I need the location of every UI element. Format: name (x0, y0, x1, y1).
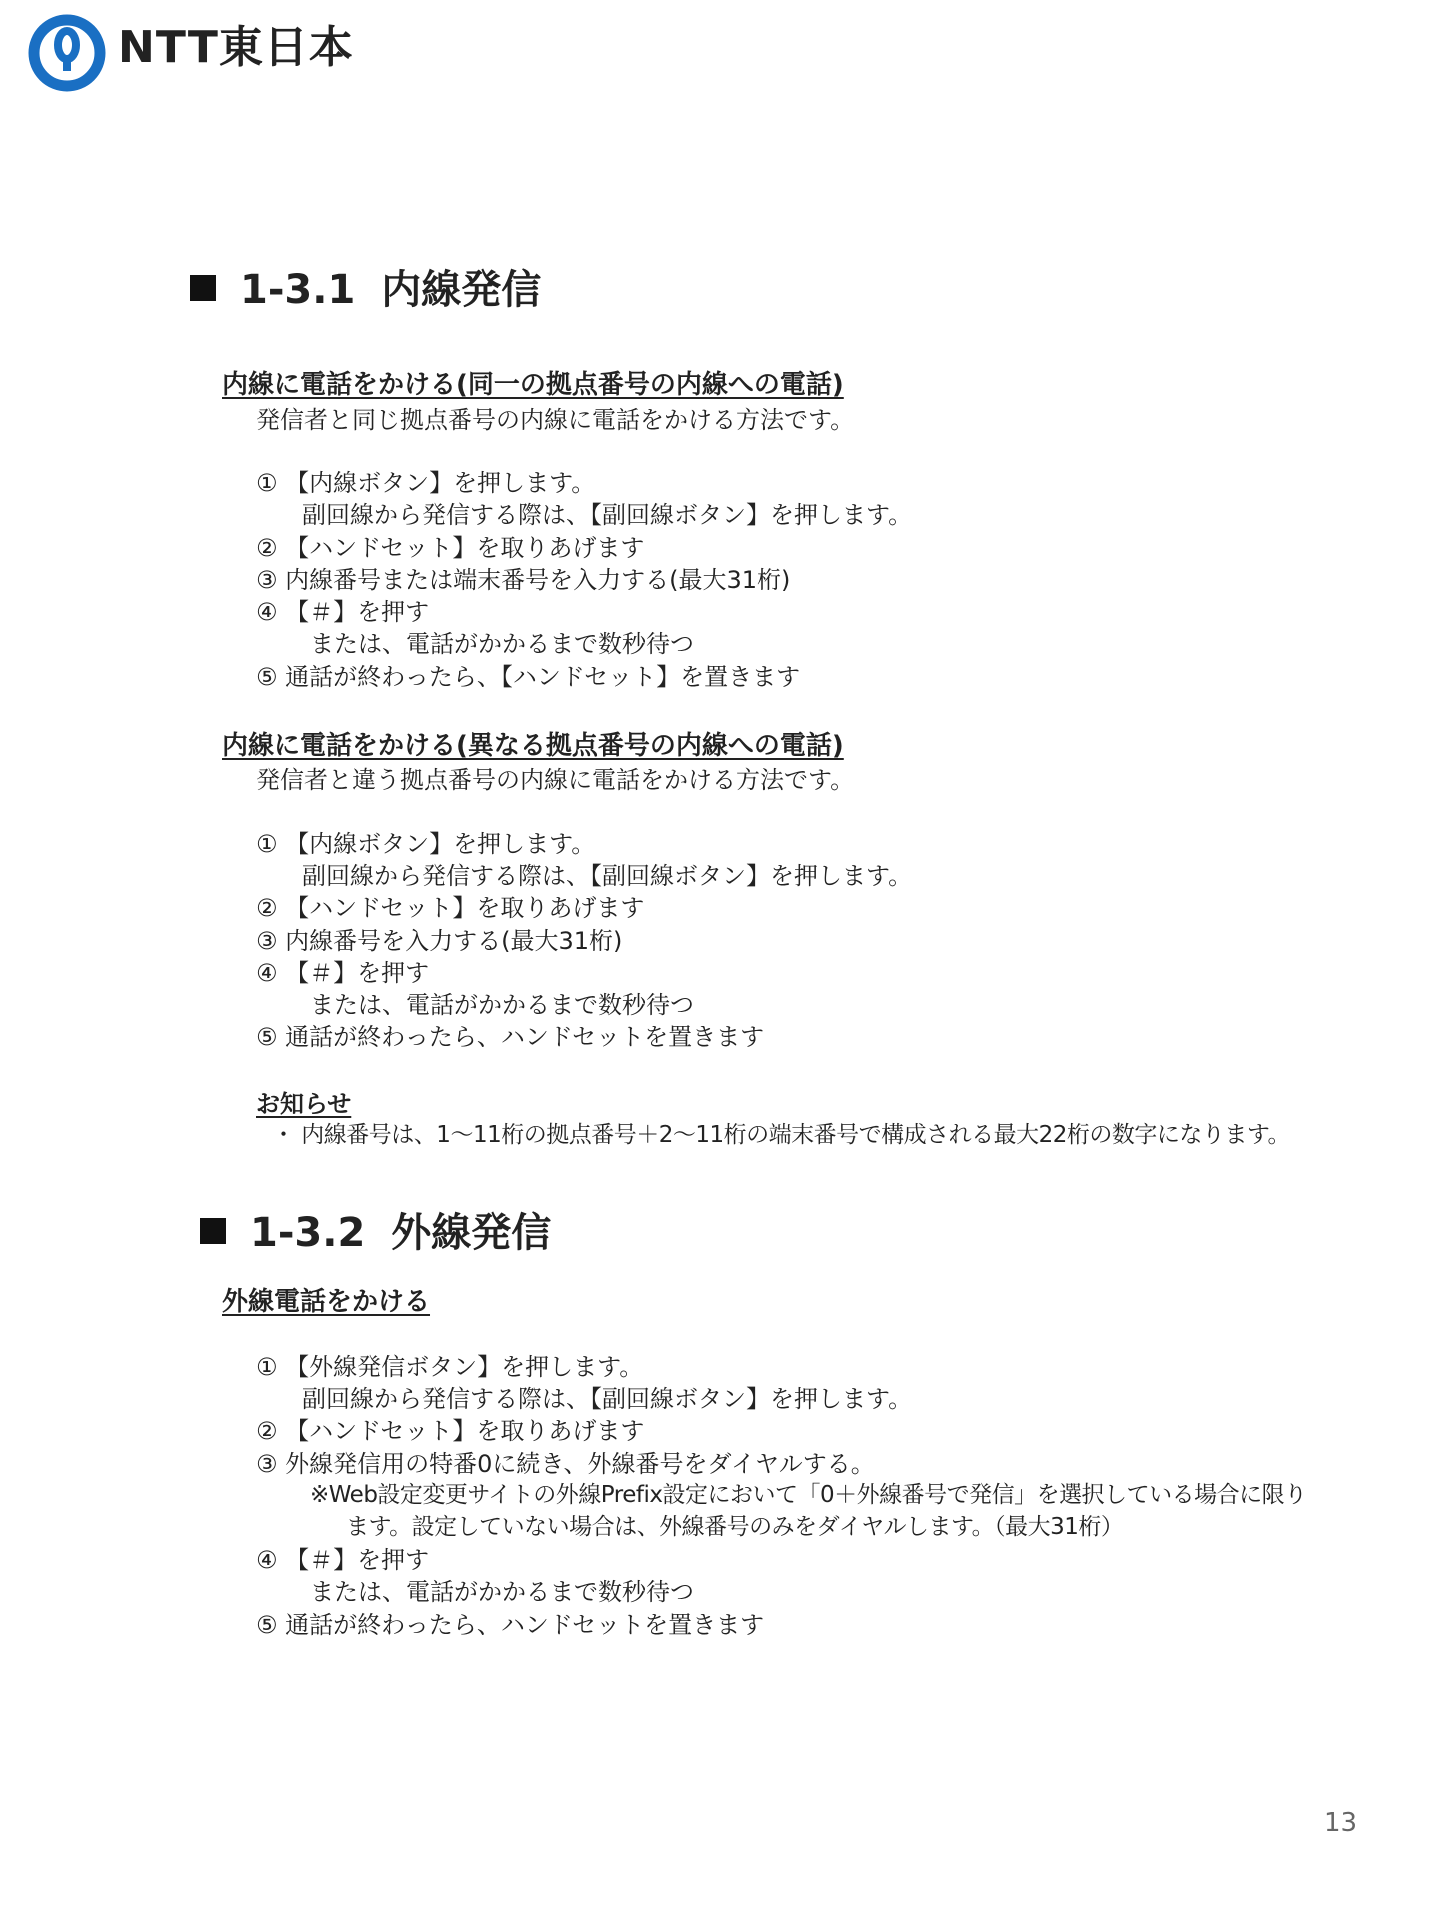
section2-heading: 外線電話をかける (222, 1287, 431, 1317)
step-2: ② 【ハンドセット】を取りあげます (256, 1417, 645, 1445)
section-number: 1-3.1 (240, 267, 356, 313)
black-square-icon (190, 275, 216, 301)
step-3: ③ 内線番号を入力する(最大31桁) (256, 927, 623, 955)
step-4: ④ 【＃】を押す (256, 1546, 430, 1574)
section-title-1-3-1 (190, 267, 542, 313)
step-4-sub: または、電話がかかるまで数秒待つ (310, 630, 694, 658)
step-5: ⑤ 通話が終わったら、ハンドセットを置きます (256, 1611, 765, 1639)
section-title-text: 外線発信 (391, 1210, 552, 1256)
step-1-sub: 副回線から発信する際は、【副回線ボタン】を押します。 (302, 862, 913, 890)
page-number: 13 (1324, 1808, 1358, 1838)
logo-text: NTT東日本 (118, 22, 354, 73)
step-4: ④ 【＃】を押す (256, 959, 430, 987)
black-square-icon (200, 1218, 226, 1244)
step-1: ① 【外線発信ボタン】を押します。 (256, 1353, 644, 1381)
step-3-note: ※Web設定変更サイトの外線Prefix設定において「0＋外線番号で発信」を選択している場合に限り (310, 1482, 1307, 1508)
step-3-note-cont: ます。設定していない場合は、外線番号のみをダイヤルします。（最大31桁） (346, 1514, 1124, 1540)
step-4: ④ 【＃】を押す (256, 598, 430, 626)
block2-description: 発信者と違う拠点番号の内線に電話をかける方法です。 (256, 766, 855, 794)
block1-heading: 内線に電話をかける(同一の拠点番号の内線への電話) (222, 370, 844, 400)
notice-heading: お知らせ (256, 1090, 352, 1118)
step-3: ③ 内線番号または端末番号を入力する(最大31桁) (256, 566, 791, 594)
section-title-text: 内線発信 (381, 267, 542, 313)
step-4-sub: または、電話がかかるまで数秒待つ (310, 991, 694, 1019)
step-2: ② 【ハンドセット】を取りあげます (256, 894, 645, 922)
block2-heading: 内線に電話をかける(異なる拠点番号の内線への電話) (222, 731, 844, 761)
step-1: ① 【内線ボタン】を押します。 (256, 469, 596, 497)
ntt-circle-logo-icon (26, 12, 108, 94)
step-1: ① 【内線ボタン】を押します。 (256, 830, 596, 858)
step-3: ③ 外線発信用の特番0に続き、外線番号をダイヤルする。 (256, 1450, 875, 1478)
notice-item: ・ 内線番号は、1〜11桁の拠点番号＋2〜11桁の端末番号で構成される最大22桁の数字になります。 (272, 1122, 1291, 1148)
step-5: ⑤ 通話が終わったら、ハンドセットを置きます (256, 1023, 765, 1051)
section-title-1-3-2 (200, 1210, 552, 1256)
step-1-sub: 副回線から発信する際は、【副回線ボタン】を押します。 (302, 1385, 913, 1413)
step-4-sub: または、電話がかかるまで数秒待つ (310, 1578, 694, 1606)
block1-description: 発信者と同じ拠点番号の内線に電話をかける方法です。 (256, 406, 855, 434)
step-2: ② 【ハンドセット】を取りあげます (256, 534, 645, 562)
step-5: ⑤ 通話が終わったら、【ハンドセット】を置きます (256, 663, 801, 691)
section-number: 1-3.2 (250, 1210, 366, 1256)
step-1-sub: 副回線から発信する際は、【副回線ボタン】を押します。 (302, 501, 913, 529)
